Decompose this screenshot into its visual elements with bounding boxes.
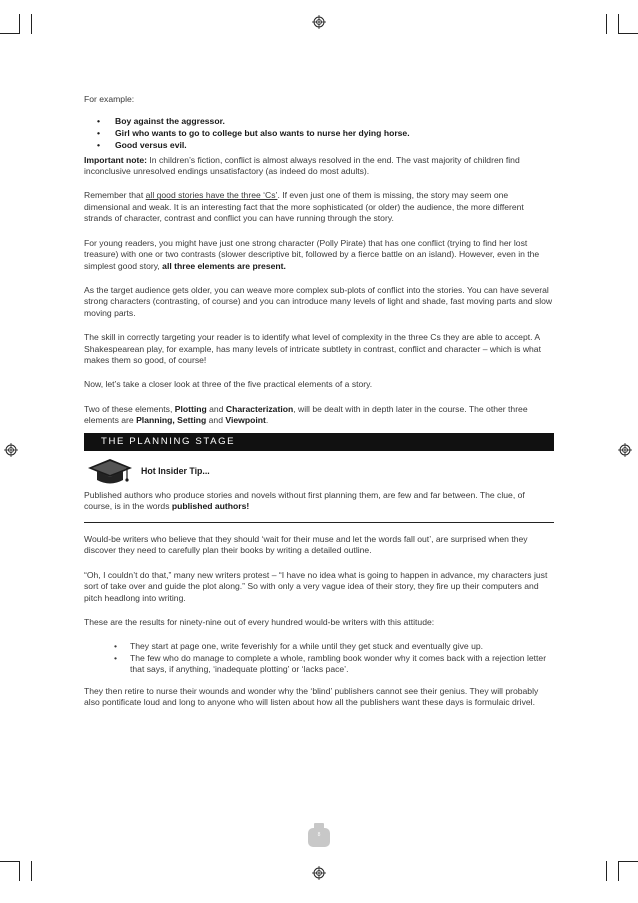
crop-mark <box>31 14 32 34</box>
crop-mark <box>618 861 619 881</box>
divider <box>84 522 554 523</box>
list-item: • Good versus evil. <box>84 139 554 151</box>
bold-phrase: published authors! <box>171 501 250 512</box>
crop-mark <box>606 14 607 34</box>
crop-mark <box>606 861 607 881</box>
bold-term: Planning, Setting <box>136 415 207 426</box>
paragraph-young-readers <box>84 238 554 273</box>
paragraph-skill: The skill in correctly targeting your reader is to identify what level of complexity in the three Cs they are able to accept. A Shakespearean play, for example, has many levels of intricate subtlety in contrast, conflict and character – which is what makes them so good, of course! <box>84 332 541 366</box>
intro-text: For example: <box>84 94 135 104</box>
crop-mark <box>19 861 20 881</box>
graduation-cap-icon <box>87 457 133 487</box>
note-text: In children’s fiction, conflict is almost always resolved in the end. The vast majority of children find inconclusive unresolved endings unsatisfactory (as indeed do most adults). <box>84 154 520 177</box>
list-item: • The few who do manage to complete a whole, rambling book wonder why it comes back with a rejection letter that says, if anything, ‘inadequate plotting’ or ‘lacks pace’. <box>84 653 554 676</box>
tip-header <box>84 456 554 488</box>
page-number-badge <box>306 822 332 848</box>
page-content <box>84 94 554 721</box>
bold-term: Viewpoint <box>225 415 266 426</box>
text-span: Two of these elements, <box>84 403 175 414</box>
registration-mark-bottom <box>312 866 326 880</box>
text-span: and <box>206 415 226 426</box>
paragraph-closer-look: Now, let’s take a closer look at three of the five practical elements of a story. <box>84 379 373 390</box>
text-span: Published authors who produce stories and novels without first planning them, are few and far between. The clue, of course, is in the words <box>84 489 525 512</box>
crop-mark <box>618 14 619 34</box>
list-item: • Boy against the aggressor. <box>84 115 554 127</box>
results-list <box>84 641 554 676</box>
list-item: • They start at page one, write feverishly for a while until they get stuck and eventually give up. <box>84 641 554 653</box>
registration-mark-top <box>312 15 326 29</box>
list-item: • Girl who wants to go to college but also wants to nurse her dying horse. <box>84 127 554 139</box>
paragraph-retire: They then retire to nurse their wounds and wonder why the ‘blind’ publishers cannot see their genius. They will probably also pontificate loud and long to anyone who will listen about how all the publishers want these days is formulaic drivel. <box>84 685 539 708</box>
crop-mark <box>19 14 20 34</box>
registration-mark-left <box>4 443 18 457</box>
bold-term: Characterization <box>225 403 294 414</box>
paragraph-results: These are the results for ninety-nine out of every hundred would-be writers with this attitude: <box>84 616 435 627</box>
text-span: Remember that <box>84 190 146 201</box>
crop-mark <box>618 33 638 34</box>
paragraph-three-cs <box>84 190 554 225</box>
page-number: 8 <box>317 832 321 838</box>
paragraph-older-audience: As the target audience gets older, you can weave more complex sub-plots of conflict into the stories. You can have several strong characters (contrasting, of course) and you can introduce many levels of light and shade, fast moving parts and slow moving parts. <box>84 284 553 319</box>
section-heading: THE PLANNING STAGE <box>84 433 554 451</box>
paragraph-elements <box>84 404 554 427</box>
registration-mark-right <box>618 443 632 457</box>
bold-phrase: all three elements are present. <box>162 260 286 271</box>
paragraph-protest: “Oh, I couldn’t do that,” many new writers protest – “I have no idea what is going to happen in advance, my characters just sort of take over and guide the plot along.” So with only a very vague idea of their story, they fire up their computers and pitch headlong into writing. <box>84 569 548 603</box>
crop-mark <box>31 861 32 881</box>
text-span: and <box>206 403 226 414</box>
text-span: For young readers, you might have just one strong character (Polly Pirate) that has one conflict (trying to find her lost treasure) with one or two contrasts (slower descriptive bit, followed by a fierce battle on an island). However, even in the simplest good story, <box>84 237 540 271</box>
important-note <box>84 155 554 178</box>
bold-term: Plotting <box>174 403 207 414</box>
crop-mark <box>618 861 638 862</box>
crop-mark <box>0 861 20 862</box>
examples-list <box>84 115 554 151</box>
text-span: , will be dealt with in depth later in the course. The other three elements are <box>84 403 528 426</box>
tip-text <box>84 490 554 513</box>
text-span: . If even just one of them is missing, the story may seem one dimensional and weak. It is an interesting fact that the more sophisticated (or older) the audience, the more different strands of character, contrast and conflict you can have running through the story. <box>84 190 524 224</box>
crop-mark <box>0 33 20 34</box>
paragraph-would-be: Would-be writers who believe that they should ‘wait for their muse and let the words fall out’, are surprised when they discover they need to carefully plan their books by writing a detailed outline. <box>84 533 528 556</box>
note-label: Important note: <box>84 154 148 165</box>
tip-title: Hot Insider Tip... <box>141 465 210 476</box>
text-span: . <box>265 415 269 426</box>
three-cs-underlined: all good stories have the three ‘Cs’ <box>145 190 278 201</box>
